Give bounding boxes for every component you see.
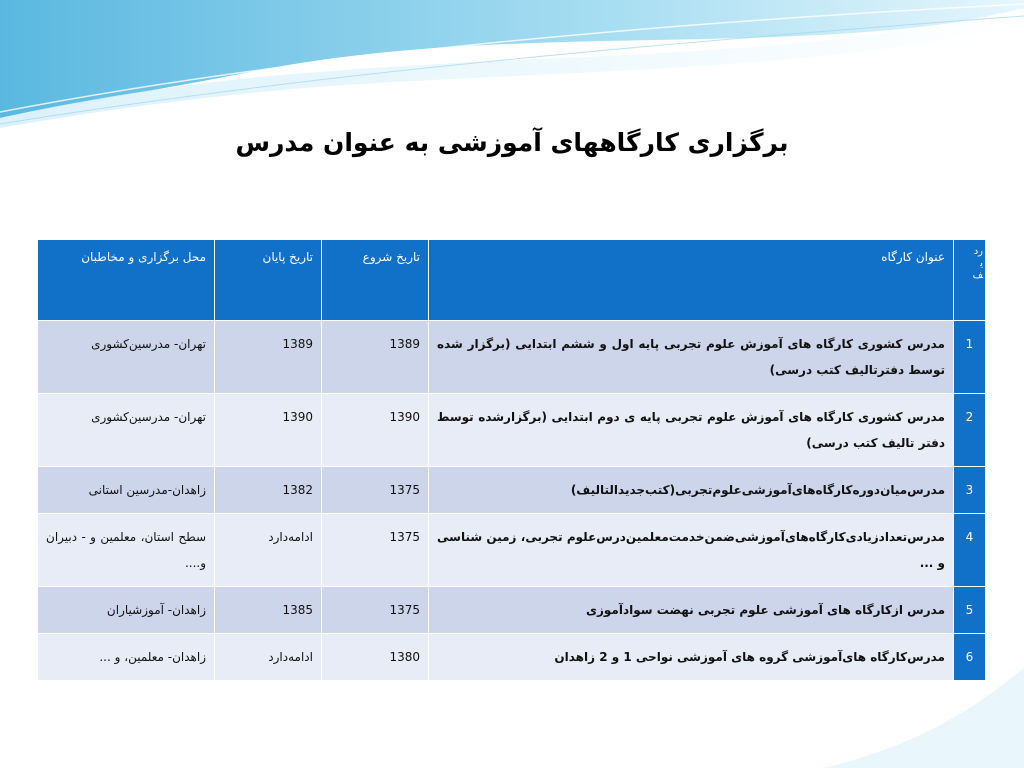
header-place-audience: محل برگزاری و مخاطبان (38, 240, 215, 321)
end-date: 1385 (215, 587, 322, 634)
workshop-title: مدرس کشوری کارگاه های آموزش علوم تجربی پایه اول و ششم ابتدایی (برگزار شده توسط دفترتالیف کتب درسی) (429, 321, 954, 394)
start-date: 1375 (322, 514, 429, 587)
end-date: ادامه‌دارد (215, 634, 322, 681)
workshop-title: مدرس‌تعدادزیادی‌کارگاه‌های‌آموزشی‌ضمن‌خدمت‌معلمین‌درس‌علوم تجربی، زمین شناسی و ... (429, 514, 954, 587)
start-date: 1389 (322, 321, 429, 394)
workshop-title: مدرس‌کارگاه های‌آموزشی گروه های آموزشی نواحی 1 و 2 زاهدان (429, 634, 954, 681)
end-date: ادامه‌دارد (215, 514, 322, 587)
end-date: 1382 (215, 467, 322, 514)
background-wave-top (0, 0, 1024, 140)
place-audience: تهران- مدرسین‌کشوری (38, 394, 215, 467)
header-end-date: تاریخ پایان (215, 240, 322, 321)
header-row-number: ردیف (954, 240, 986, 321)
start-date: 1380 (322, 634, 429, 681)
table-row (38, 514, 986, 587)
place-audience: سطح استان، معلمین و - دبیران و.... (38, 514, 215, 587)
end-date: 1390 (215, 394, 322, 467)
place-audience: زاهدان- معلمین، و ... (38, 634, 215, 681)
workshop-title: مدرس‌میان‌دوره‌کارگاه‌های‌آموزشی‌علوم‌تجربی(کتب‌جدیدالتالیف) (429, 467, 954, 514)
place-audience: تهران- مدرسین‌کشوری (38, 321, 215, 394)
workshops-table (37, 239, 986, 681)
row-number: 1 (954, 321, 986, 394)
workshop-title: مدرس ازکارگاه های آموزشی علوم تجربی نهضت سوادآموزی (429, 587, 954, 634)
row-number: 4 (954, 514, 986, 587)
table-row (38, 394, 986, 467)
header-workshop-title: عنوان کارگاه (429, 240, 954, 321)
slide-title: برگزاری کارگاههای آموزشی به عنوان مدرس (235, 128, 789, 157)
row-number: 6 (954, 634, 986, 681)
workshops-table-container (37, 239, 985, 681)
table-row (38, 321, 986, 394)
table-row (38, 467, 986, 514)
workshop-title: مدرس کشوری کارگاه های آموزش علوم تجربی پایه ی دوم ابتدایی (برگزارشده توسط دفتر تالیف کتب درسی) (429, 394, 954, 467)
table-row (38, 634, 986, 681)
table-header-row (38, 240, 986, 321)
row-number: 2 (954, 394, 986, 467)
row-number: 3 (954, 467, 986, 514)
row-number: 5 (954, 587, 986, 634)
header-start-date: تاریخ شروع (322, 240, 429, 321)
table-row (38, 587, 986, 634)
start-date: 1390 (322, 394, 429, 467)
place-audience: زاهدان-مدرسین استانی (38, 467, 215, 514)
place-audience: زاهدان- آموزشیاران (38, 587, 215, 634)
start-date: 1375 (322, 467, 429, 514)
start-date: 1375 (322, 587, 429, 634)
end-date: 1389 (215, 321, 322, 394)
